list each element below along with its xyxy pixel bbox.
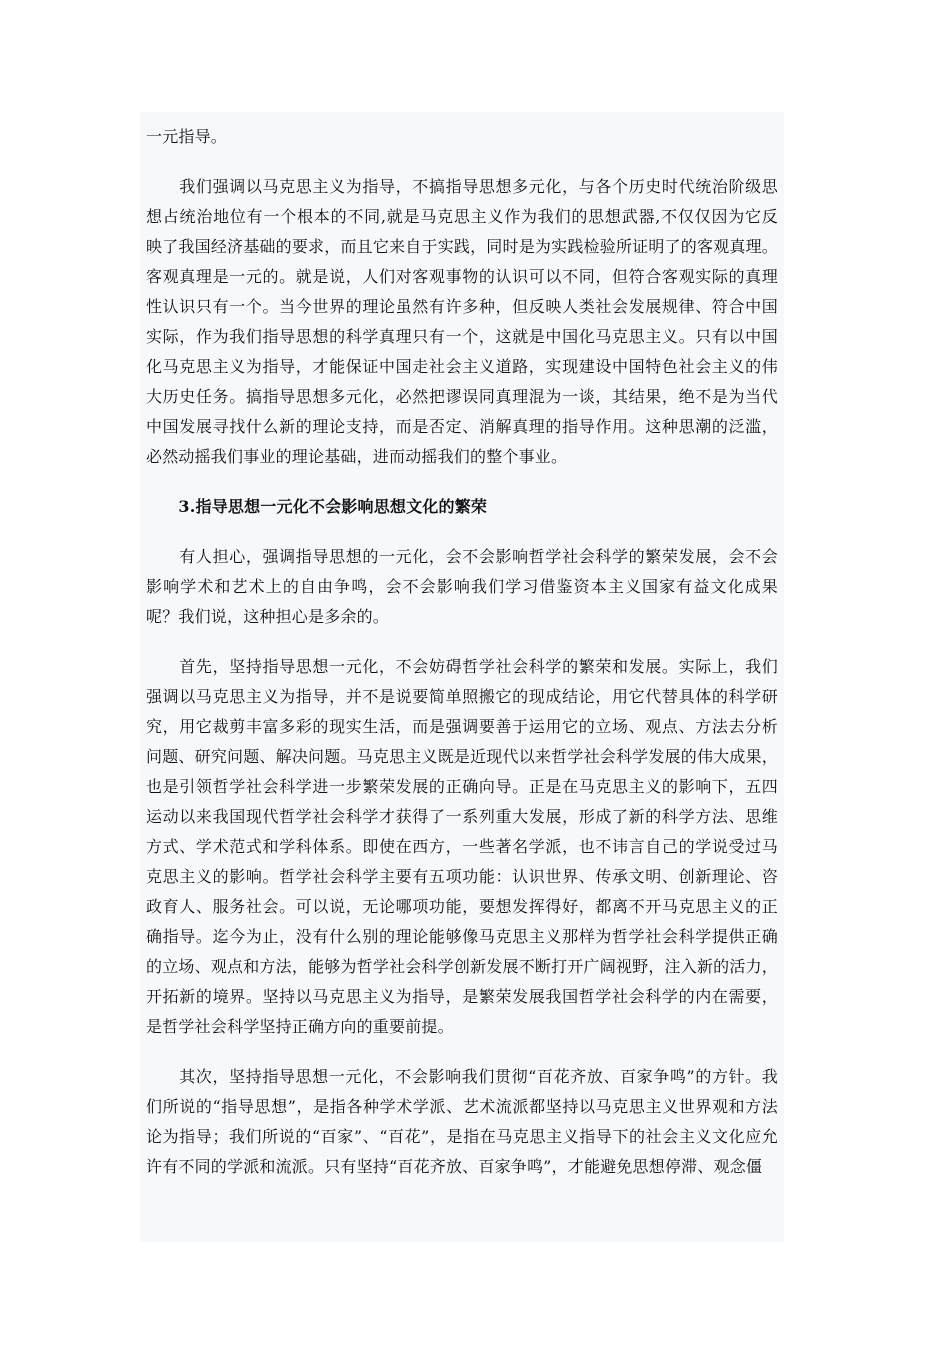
text-line: 运动以来我国现代哲学社会科学才获得了一系列重大发展，形成了新的科学方法、思维	[146, 807, 778, 826]
text-line: 的立场、观点和方法，能够为哲学社会科学创新发展不断打开广阔视野，注入新的活力，	[146, 957, 778, 976]
text-line: 呢？我们说，这种担心是多余的。	[146, 607, 390, 626]
text-line: 我们强调以马克思主义为指导，不搞指导思想多元化，与各个历史时代统治阶级思	[146, 177, 778, 196]
text-line: 想占统治地位有一个根本的不同,就是马克思主义作为我们的思想武器,不仅仅因为它反	[146, 207, 778, 226]
text-line: 中国发展寻找什么新的理论支持，而是否定、消解真理的指导作用。这种思潮的泛滥，	[146, 417, 778, 436]
text-line: 开拓新的境界。坚持以马克思主义为指导，是繁荣发展我国哲学社会科学的内在需要，	[146, 987, 778, 1006]
text-line: 大历史任务。搞指导思想多元化，必然把谬误同真理混为一谈，其结果，绝不是为当代	[146, 387, 778, 406]
text-line: 强调以马克思主义为指导，并不是说要简单照搬它的现成结论，用它代替具体的科学研	[146, 687, 778, 706]
text-line: 许有不同的学派和流派。只有坚持“百花齐放、百家争鸣”，才能避免思想停滞、观念僵	[146, 1157, 763, 1176]
text-line: 化马克思主义为指导，才能保证中国走社会主义道路，实现建设中国特色社会主义的伟	[146, 357, 778, 376]
paragraph	[146, 652, 778, 1042]
text-line: 问题、研究问题、解决问题。马克思主义既是近现代以来哲学社会科学发展的伟大成果，	[146, 747, 778, 766]
text-line: 政育人、服务社会。可以说，无论哪项功能，要想发挥得好，都离不开马克思主义的正	[146, 897, 778, 916]
text-line: 实际，作为我们指导思想的科学真理只有一个，这就是中国化马克思主义。只有以中国	[146, 327, 778, 346]
text-line: 客观真理是一元的。就是说，人们对客观事物的认识可以不同，但符合客观实际的真理	[146, 267, 778, 286]
text-line: 论为指导；我们所说的“百家”、“百花”，是指在马克思主义指导下的社会主义文化应允	[146, 1127, 778, 1146]
paragraph	[146, 542, 778, 632]
text-line: 是哲学社会科学坚持正确方向的重要前提。	[146, 1017, 454, 1036]
section-heading	[146, 492, 778, 522]
paragraph	[146, 122, 778, 152]
text-line: 影响学术和艺术上的自由争鸣，会不会影响我们学习借鉴资本主义国家有益文化成果	[146, 577, 778, 596]
paragraph	[146, 172, 778, 472]
text-line: 其次，坚持指导思想一元化，不会影响我们贯彻“百花齐放、百家争鸣”的方针。我	[146, 1067, 778, 1086]
text-line: 性认识只有一个。当今世界的理论虽然有许多种，但反映人类社会发展规律、符合中国	[146, 297, 778, 316]
text-line: 究，用它裁剪丰富多彩的现实生活，而是强调要善于运用它的立场、观点、方法去分析	[146, 717, 778, 736]
text-line: 方式、学术范式和学科体系。即使在西方，一些著名学派，也不讳言自己的学说受过马	[146, 837, 778, 856]
paragraph	[146, 1062, 778, 1182]
text-line: 必然动摇我们事业的理论基础，进而动摇我们的整个事业。	[146, 447, 568, 466]
text-line: 映了我国经济基础的要求，而且它来自于实践，同时是为实践检验所证明了的客观真理。	[146, 237, 778, 256]
text-line: 一元指导。	[146, 127, 228, 146]
text-line: 首先，坚持指导思想一元化，不会妨碍哲学社会科学的繁荣和发展。实际上，我们	[146, 657, 778, 676]
text-line: 有人担心，强调指导思想的一元化，会不会影响哲学社会科学的繁荣发展，会不会	[146, 547, 778, 566]
heading-text: 3.指导思想一元化不会影响思想文化的繁荣	[146, 497, 488, 516]
text-line: 克思主义的影响。哲学社会科学主要有五项功能：认识世界、传承文明、创新理论、咨	[146, 867, 778, 886]
text-line: 确指导。迄今为止，没有什么别的理论能够像马克思主义那样为哲学社会科学提供正确	[146, 927, 778, 946]
text-line: 也是引领哲学社会科学进一步繁荣发展的正确向导。正是在马克思主义的影响下，五四	[146, 777, 778, 796]
document-body	[146, 122, 778, 1202]
text-line: 们所说的“指导思想”，是指各种学术学派、艺术流派都坚持以马克思主义世界观和方法	[146, 1097, 778, 1116]
